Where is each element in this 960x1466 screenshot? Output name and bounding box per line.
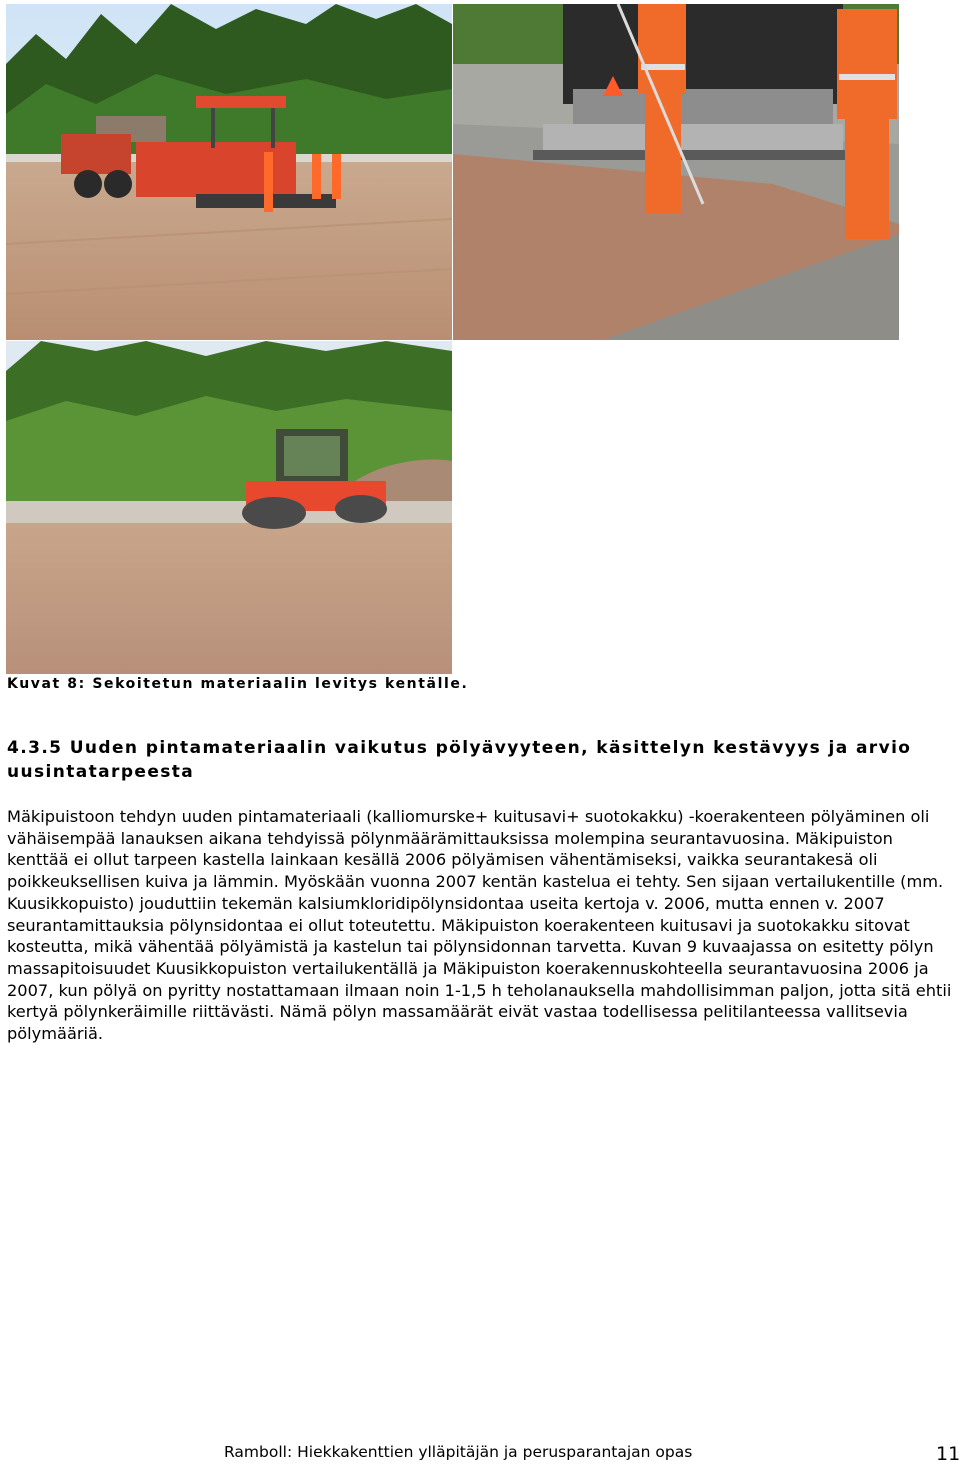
section-paragraph: Mäkipuistoon tehdyn uuden pintamateriaali (kalliomurske+ kuitusavi+ suotokakku) -koerakenteen pölyäminen oli vähäisempää lanauksen aikana tehdyissä pölynmäärämittauksissa molempina seurantavuosina. Mäkipuiston kenttää ei ollut tarpeen kastella lainkaan kesällä 2006 pölyämisen vähentämiseksi, vaikka seurantakesä oli poikkeuksellisen kuiva ja lämmin. Myöskään vuonna 2007 kentän kastelua ei tehty. Sen sijaan vertailukentille (mm. Kuusikkopuisto) jouduttiin tekemän kalsiumkloridipölynsidontaa useita kertoja v. 2006, mutta ennen v. 2007 seurantamittauksia pölynsidontaa ei ollut toteutettu. Mäkipuiston koerakenteen kuitusavi ja suotokakku sitovat kosteutta, mikä vähentää pölyämistä ja kastelun tai pölynsidonnan tarvetta. Kuvan 9 kuvaajassa on esitetty pölyn massapitoisuudet Kuusikkopuiston vertailukentällä ja Mäkipuiston koerakennuskohteella seurantavuosina 2006 ja 2007, kun pölyä on pyritty nostattamaan ilmaan noin 1-1,5 h teholanauksella mahdollisimman paljon, jotta sitä ehtii kertyä pölynkeräimille riittävästi. Nämä pölyn massamäärät eivät vastaa todellisessa pelitilanteessa vallitsevia pölymääriä. [7, 807, 952, 1044]
figure-caption: Kuvat 8: Sekoitetun materiaalin levitys kentälle. [7, 676, 469, 692]
workers-at-paver-photo [453, 4, 899, 340]
section-heading: 4.3.5 Uuden pintamateriaalin vaikutus pölyävyyteen, käsittelyn kestävyys ja arvio uusintatarpeesta [7, 738, 912, 782]
page-footer: Ramboll: Hiekkakenttien ylläpitäjän ja perusparantajan opas [224, 1443, 693, 1461]
roller-photo [6, 341, 452, 674]
paver-and-loader-photo [6, 4, 452, 340]
page-number: 11 [936, 1443, 960, 1465]
